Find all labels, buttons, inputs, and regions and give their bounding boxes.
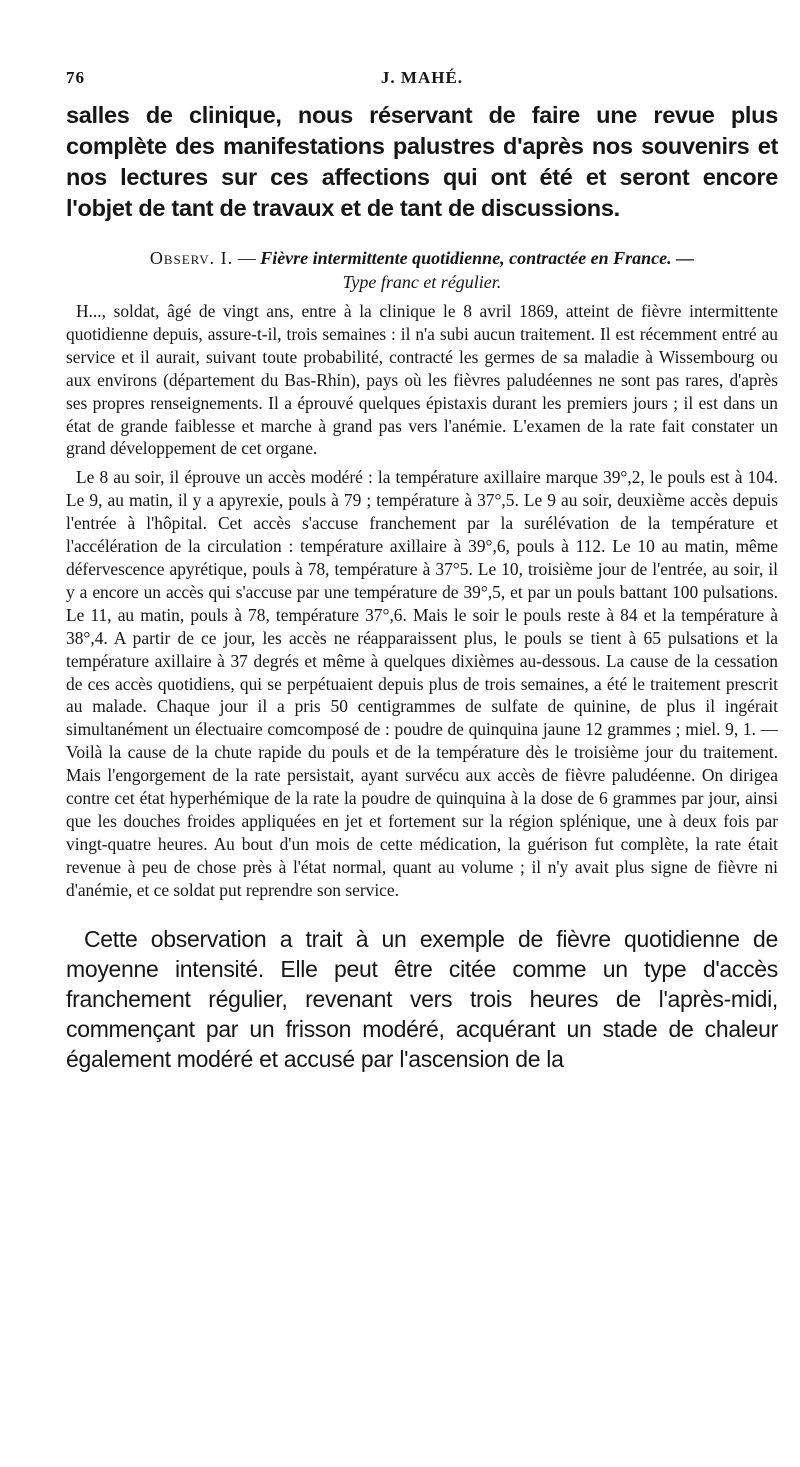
running-head xyxy=(66,60,778,90)
book-page xyxy=(66,60,778,1074)
observation-course-paragraph: Le 8 au soir, il éprouve un accès modéré : la température axillaire marque 39°,2, le pouls est à 104. Le 9, au matin, il y a apyrexie, pouls à 79 ; température à 37°,5. Le 9 au soir, deuxième accès depuis l'entrée à l'hôpital. Cet accès s'accuse franchement par la surélévation de la température et l'accélération de la circulation : température axillaire à 39°,6, pouls à 112. Le 10 au matin, même défervescence apyrétique, pouls à 78, température à 37°5. Le 10, troisième jour de l'entrée, au soir, il y a encore un accès qui s'accuse par une température de 39°,5, et par un pouls battant 100 pulsations. Le 11, au matin, pouls à 78, température 37°,6. Mais le soir le pouls reste à 84 et la température à 38°,4. A partir de ce jour, les accès ne réapparaissent plus, le pouls se tient à 65 pulsations et la température axillaire à 37 degrés et même à quelques dixièmes au-dessous. La cause de la cessation de ces accès quotidiens, qui se perpétuaient depuis plus de trois semaines, a été le traitement prescrit au malade. Chaque jour il a pris 50 centigrammes de sulfate de quinine, de plus il ingérait simultanément un électuaire comcomposé de : poudre de quinquina jaune 12 grammes ; miel. 9, 1. — Voilà la cause de la chute rapide du pouls et de la température dès le troisième jour du traitement. Mais l'engorgement de la rate persistait, ayant survécu aux accès de fièvre paludéenne. On dirigea contre cet état hyperhémique de la rate la poudre de quinquina à la dose de 6 grammes par jour, ainsi que les douches froides appliquées en jet et fortement sur la région splénique, une à deux fois par vingt-quatre heures. Au bout d'un mois de cette médication, la guérison fut complète, la rate était revenue à peu de chose près à l'état normal, quant au volume ; il n'y avait plus signe de fièvre ni d'anémie, et ce soldat put reprendre son service. xyxy=(66,467,778,900)
observation-case-paragraph: H..., soldat, âgé de vingt ans, entre à la clinique le 8 avril 1869, atteint de fièvre intermittente quotidienne depuis, assure-t-il, trois semaines : il n'a subi aucun traitement. Il est récemment entré au service et il aurait, suivant toute probabilité, contracté les germes de sa maladie à Wissembourg ou aux environs (département du Bas-Rhin), pays où les fièvres paludéennes ne sont pas rares, d'après ses propres renseignements. Il a éprouvé quelques épistaxis durant les premiers jours ; il est dans un état de grande faiblesse et marche à grand pas vers l'anémie. L'examen de la rate fait constater un grand développement de cet organe. xyxy=(66,301,778,459)
closing-paragraph: Cette observation a trait à un exemple de fièvre quotidienne de moyenne intensité. Elle peut être citée comme un type d'accès franchement régulier, revenant vers trois heures de l'après-midi, commençant par un frisson modéré, acquérant un stade de chaleur également modéré et accusé par l'ascension de la xyxy=(66,925,778,1072)
page-number: 76 xyxy=(66,68,85,87)
observation-subtitle: Type franc et régulier. xyxy=(342,272,502,292)
observation-title: Fièvre intermittente quotidienne, contractée en France. — xyxy=(260,248,695,268)
observation-heading xyxy=(66,246,778,294)
lead-paragraph: salles de clinique, nous réservant de faire une revue plus complète des manifestations palustres d'après nos souvenirs et nos lectures sur ces affections qui ont été et seront encore l'objet de tant de travaux et de tant de discussions. xyxy=(66,102,778,221)
observation-label: Observ. I. xyxy=(149,248,234,268)
observation-dash: — xyxy=(237,248,256,268)
running-head-author: J. MAHÉ. xyxy=(380,68,464,87)
